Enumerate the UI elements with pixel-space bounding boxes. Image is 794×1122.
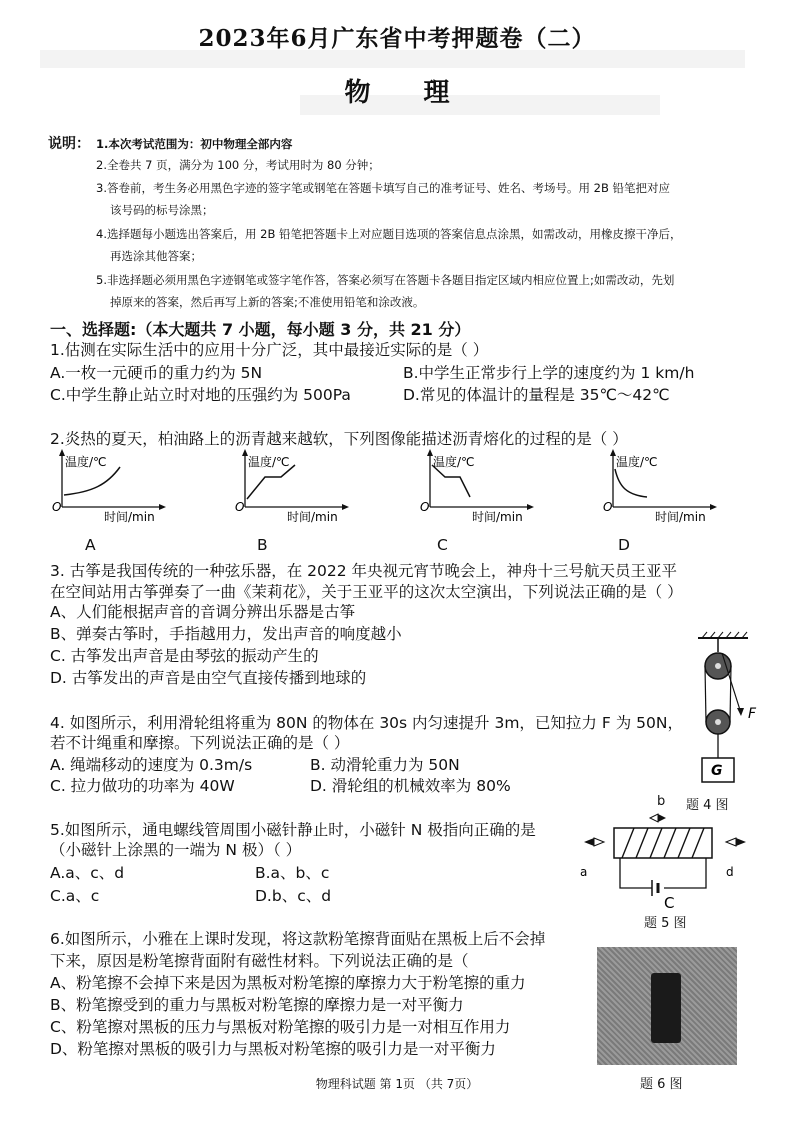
force-label: F	[748, 706, 757, 722]
question-5-option-d: D.b、c、d	[255, 887, 332, 905]
graph-xlabel: 时间/min	[655, 510, 706, 524]
eraser-photo	[597, 947, 737, 1065]
question-6-option-a: A、粉笔擦不会掉下来是因为黑板对粉笔擦的摩擦力大于粉笔擦的重力	[50, 974, 526, 992]
section-heading: 一、选择题:（本大题共 7 小题，每小题 3 分，共 21 分）	[50, 320, 471, 339]
graph-origin: O	[603, 500, 613, 514]
graph-c	[420, 447, 570, 532]
solenoid-figure	[580, 812, 750, 912]
pulley-b-mark: b	[657, 794, 666, 809]
question-4-option-b: B. 动滑轮重力为 50N	[310, 756, 460, 774]
eraser-shape	[651, 973, 681, 1043]
graph-origin: O	[235, 500, 245, 514]
graph-b-label: B	[257, 536, 268, 554]
note-item: 再选涂其他答案；	[110, 249, 202, 263]
graph-ylabel: 温度/℃	[248, 455, 290, 469]
question-4-option-a: A. 绳端移动的速度为 0.3m/s	[50, 756, 253, 774]
note-item: 该号码的标号涂黑；	[110, 203, 214, 217]
question-3-option-a: A、人们能根据声音的音调分辨出乐器是古筝	[50, 603, 356, 621]
graph-b	[235, 447, 385, 532]
note-item: 2.全卷共 7 页，满分为 100 分，考试用时为 80 分钟；	[96, 158, 380, 172]
notes-label: 说明：	[48, 136, 90, 152]
note-item: 3.答卷前，考生务必用黑色字迹的签字笔或钢笔在答题卡填写自己的准考证号、姓名、考场号。用 2B 铅笔把对应	[96, 181, 670, 195]
graph-xlabel: 时间/min	[287, 510, 338, 524]
graph-a-label: A	[85, 536, 96, 554]
question-1-option-d: D.常见的体温计的量程是 35℃～42℃	[403, 386, 670, 404]
note-item: 1.本次考试范围为：初中物理全部内容	[96, 137, 293, 151]
figure-4-caption: 题 4 图	[686, 798, 729, 813]
question-1-stem: 1.估测在实际生活中的应用十分广泛，其中最接近实际的是（ ）	[50, 341, 489, 359]
question-6-option-c: C、粉笔擦对黑板的压力与黑板对粉笔擦的吸引力是一对相互作用力	[50, 1018, 511, 1036]
graph-origin: O	[420, 500, 430, 514]
question-4-option-c: C. 拉力做功的功率为 40W	[50, 777, 235, 795]
note-item: 4.选择题每小题选出答案后，用 2B 铅笔把答题卡上对应题目选项的答案信息点涂黑，如需改动，用橡皮擦干净后，	[96, 227, 682, 241]
note-item: 掉原来的答案，然后再写上新的答案;不准使用铅笔和涂改液。	[110, 295, 425, 309]
needle-d-label: d	[726, 865, 734, 879]
figure-5-caption: 题 5 图	[644, 916, 687, 931]
question-5-option-b: B.a、b、c	[255, 864, 330, 882]
question-3-option-d: D. 古筝发出的声音是由空气直接传播到地球的	[50, 669, 367, 687]
page-footer: 物理科试题 第 1页 （共 7页）	[315, 1077, 479, 1091]
graph-ylabel: 温度/℃	[433, 455, 475, 469]
question-5-stem-line2: （小磁针上涂黑的一端为 N 极）（ ）	[50, 841, 302, 859]
graph-a	[52, 447, 202, 532]
graph-xlabel: 时间/min	[472, 510, 523, 524]
question-3-option-b: B、弹奏古筝时，手指越用力，发出声音的响度越小	[50, 625, 402, 643]
question-4-stem-line1: 4. 如图所示，利用滑轮组将重为 80N 的物体在 30s 内匀速提升 3m，已知拉力 F 为 50N，	[50, 714, 683, 732]
needle-c-label: C	[664, 894, 675, 912]
question-5-option-c: C.a、c	[50, 887, 100, 905]
question-5-option-a: A.a、c、d	[50, 864, 125, 882]
question-3-stem-line2: 在空间站用古筝弹奏了一曲《茉莉花》，关于王亚平的这次太空演出，下列说法正确的是（ ）	[50, 583, 683, 601]
graph-d-label: D	[618, 536, 630, 554]
question-1-option-c: C.中学生静止站立时对地的压强约为 500Pa	[50, 386, 351, 404]
question-6-stem-line1: 6.如图所示，小雅在上课时发现，将这款粉笔擦背面贴在黑板上后不会掉	[50, 930, 546, 948]
exam-title: 2023年6月广东省中考押题卷（二）	[198, 25, 596, 52]
question-3-stem-line1: 3. 古筝是我国传统的一种弦乐器，在 2022 年央视元宵节晚会上，神舟十三号航天员王亚平	[50, 562, 678, 580]
needle-a-label: a	[580, 865, 588, 879]
graph-c-label: C	[437, 536, 448, 554]
question-1-option-a: A.一枚一元硬币的重力约为 5N	[50, 364, 263, 382]
question-2-stem: 2.炎热的夏天，柏油路上的沥青越来越软，下列图像能描述沥青熔化的过程的是（ ）	[50, 430, 628, 448]
graph-ylabel: 温度/℃	[65, 455, 107, 469]
note-item: 5.非选择题必须用黑色字迹钢笔或签字笔作答，答案必须写在答题卡各题目指定区域内相应位置上;如需改动，先划	[96, 273, 675, 287]
question-6-stem-line2: 下来，原因是粉笔擦背面附有磁性材料。下列说法正确的是（	[50, 952, 469, 970]
graph-xlabel: 时间/min	[104, 510, 155, 524]
question-3-option-c: C. 古筝发出声音是由琴弦的振动产生的	[50, 647, 319, 665]
graph-ylabel: 温度/℃	[616, 455, 658, 469]
question-5-stem-line1: 5.如图所示，通电螺线管周围小磁针静止时，小磁针 N 极指向正确的是	[50, 821, 536, 839]
question-1-option-b: B.中学生正常步行上学的速度约为 1 km/h	[403, 364, 695, 382]
question-6-option-b: B、粉笔擦受到的重力与黑板对粉笔擦的摩擦力是一对平衡力	[50, 996, 464, 1014]
pulley-figure	[680, 630, 780, 790]
weight-label: G	[711, 763, 723, 779]
subject-title: 物 理	[344, 78, 472, 108]
figure-6-caption: 题 6 图	[640, 1077, 683, 1092]
question-4-option-d: D. 滑轮组的机械效率为 80%	[310, 777, 511, 795]
question-4-stem-line2: 若不计绳重和摩擦。下列说法正确的是（ ）	[50, 734, 350, 752]
question-6-option-d: D、粉笔擦对黑板的吸引力与黑板对粉笔擦的吸引力是一对平衡力	[50, 1040, 496, 1058]
graph-d	[603, 447, 753, 532]
graph-origin: O	[52, 500, 62, 514]
